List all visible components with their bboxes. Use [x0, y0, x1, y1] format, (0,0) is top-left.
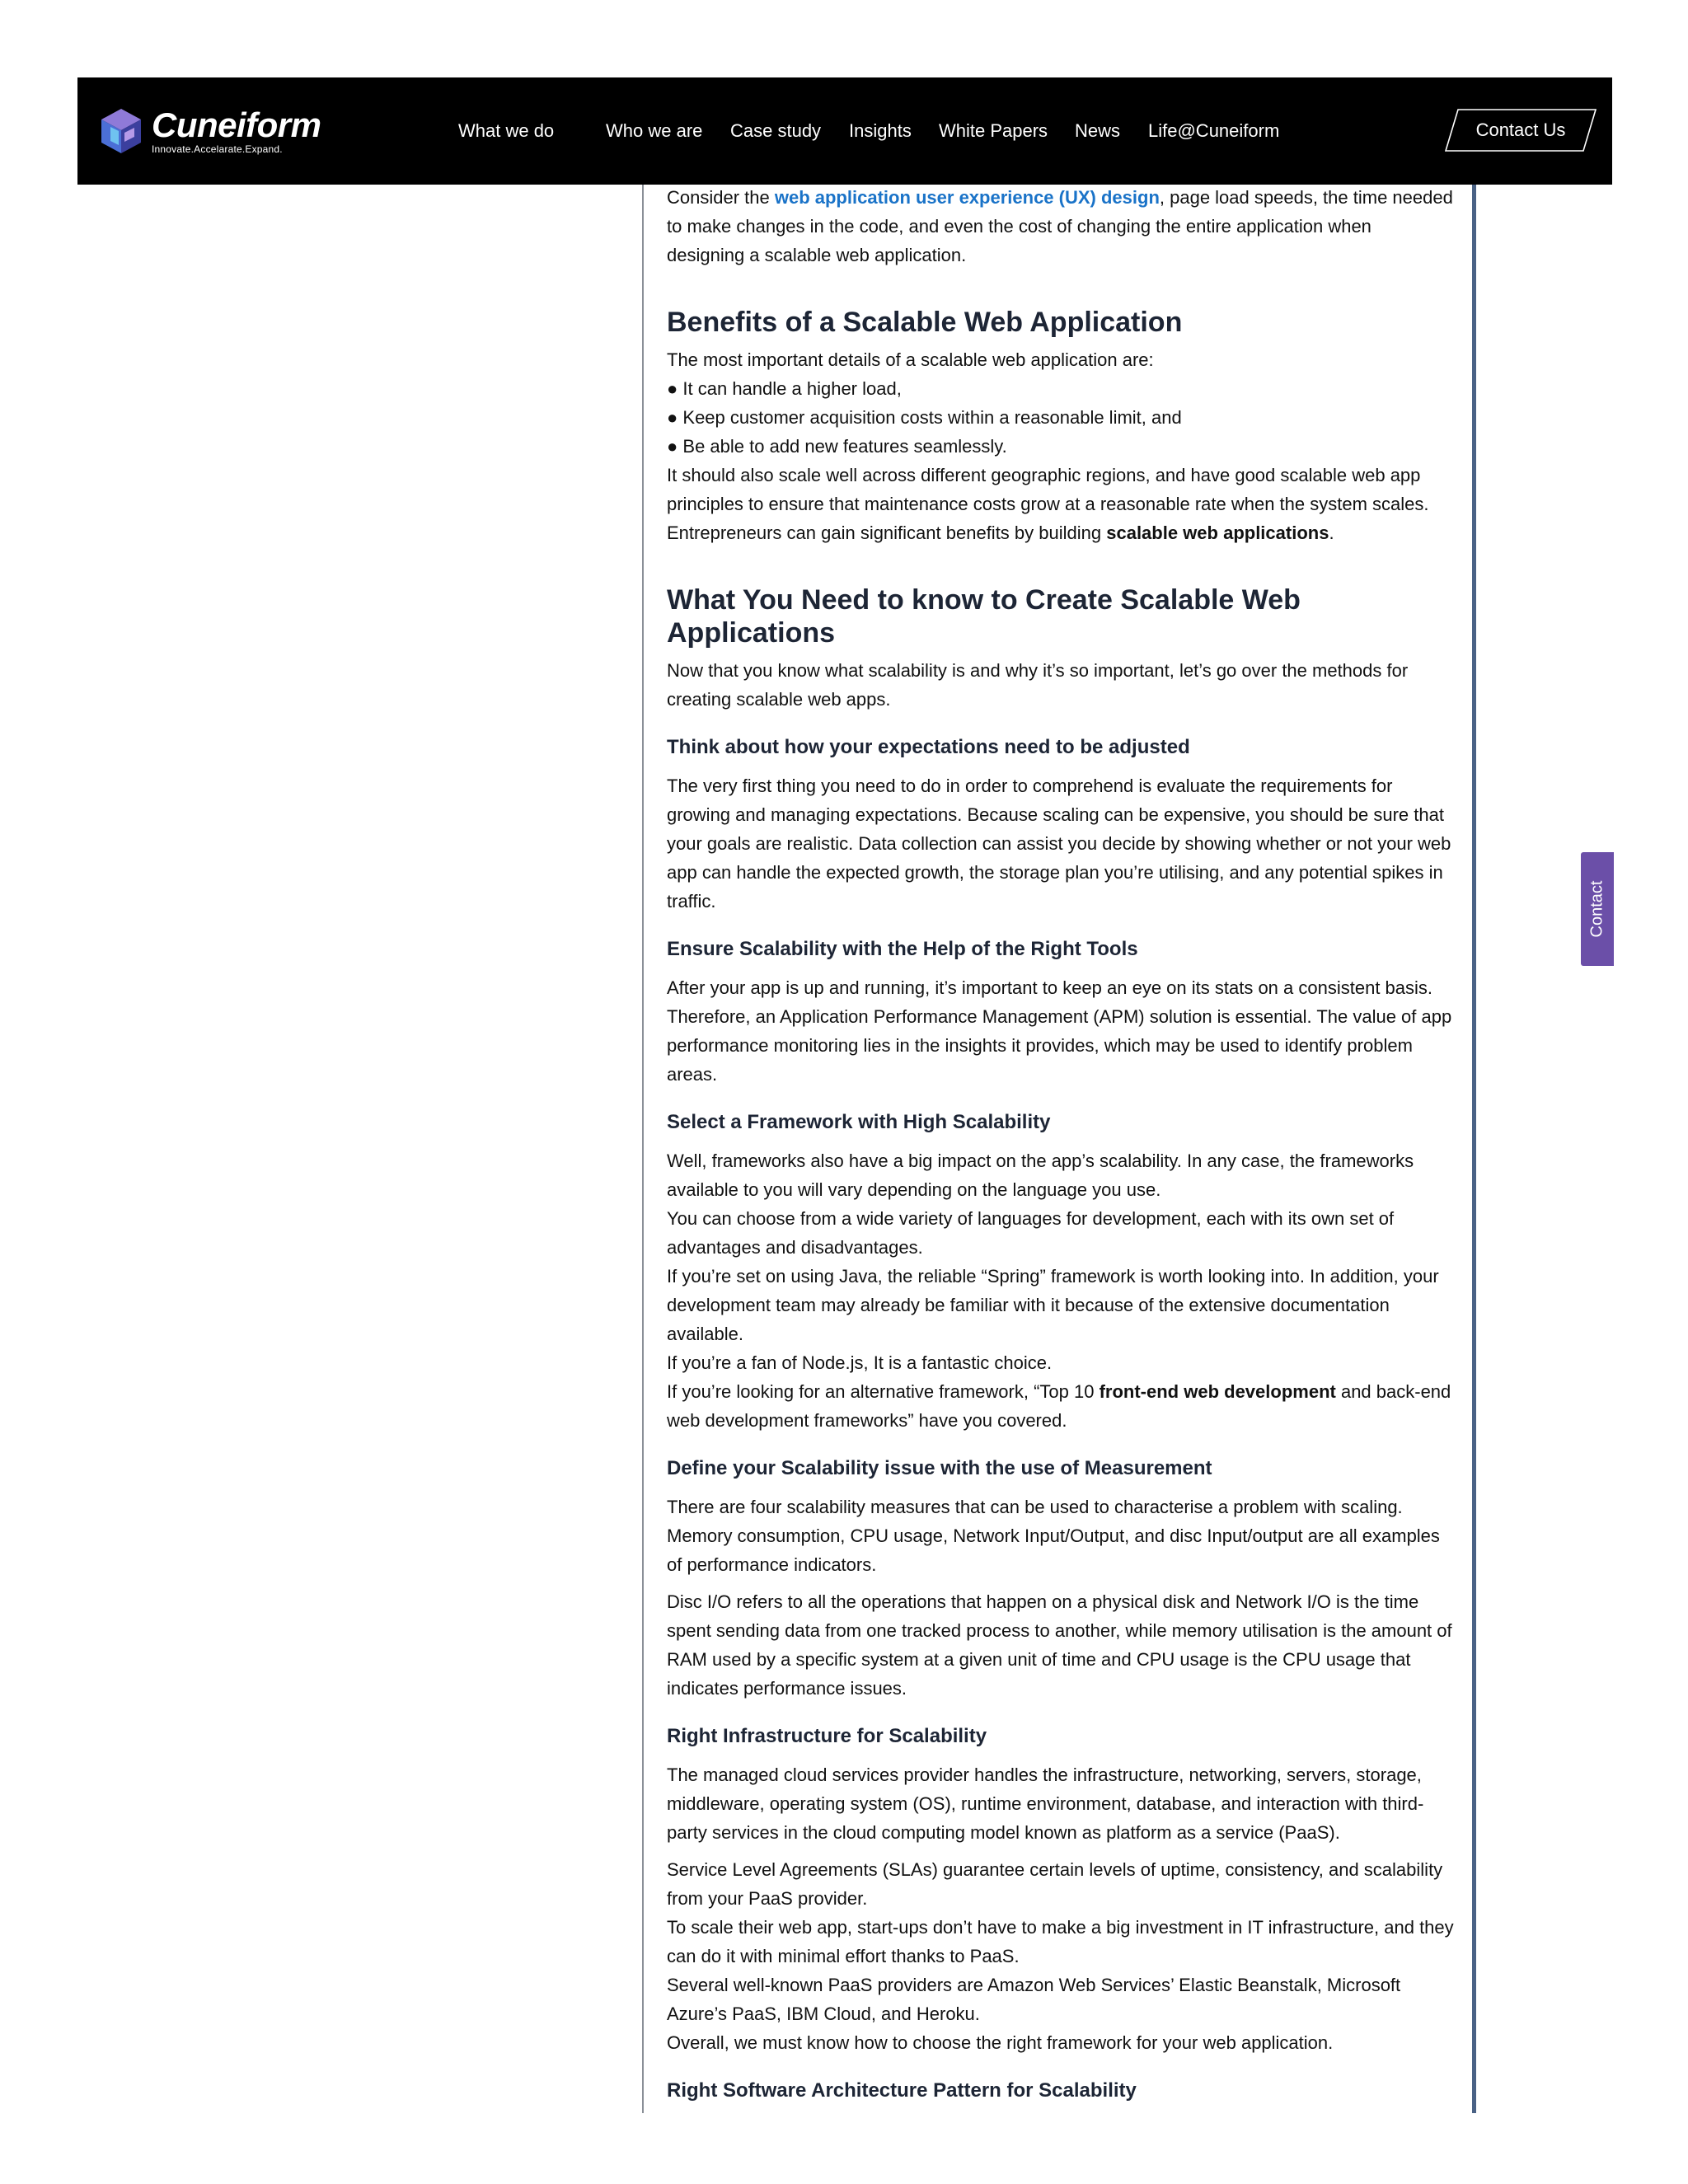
intro-text-end: , page load speeds, the time needed to make changes in the code, and even the cost of changing the entire application when designing a scalable web application.: [667, 187, 1453, 265]
brand-tagline: Innovate.Accelarate.Expand.: [152, 143, 283, 155]
side-contact-tab[interactable]: [1581, 852, 1614, 966]
cube-logo-icon: [99, 107, 143, 155]
framework-p5-start: If you’re looking for an alternative framework, “Top 10: [667, 1381, 1100, 1402]
framework-paragraph: [667, 1377, 1454, 1435]
nav-news[interactable]: News: [1075, 120, 1121, 141]
need-to-know-heading: What You Need to know to Create Scalable Web Applications: [667, 584, 1301, 649]
side-contact-label: Contact: [1587, 880, 1606, 938]
framework-paragraph: If you’re a fan of Node.js, It is a fantastic choice.: [667, 1352, 1053, 1373]
framework-heading: Select a Framework with High Scalability: [667, 1111, 1051, 1133]
brand-name: Cuneiform: [152, 105, 321, 144]
nav-case-study[interactable]: Case study: [730, 120, 822, 141]
article-body: [667, 183, 1454, 2115]
need-to-know-lead: Now that you know what scalability is and why it’s so important, let’s go over the methods for creating scalable web apps.: [667, 660, 1409, 710]
contact-us-label: Contact Us: [1475, 120, 1566, 140]
tools-paragraph: After your app is up and running, it’s important to keep an eye on its stats on a consistent basis. Therefore, an Application Performance Management (APM) solution is essential. The value of app performance monitoring lies in the insights it provides, which may be used to identify problem areas.: [667, 977, 1452, 1085]
nav-insights[interactable]: Insights: [849, 120, 912, 141]
infrastructure-heading: Right Infrastructure for Scalability: [667, 1725, 987, 1747]
intro-paragraph: [667, 183, 1454, 269]
measurement-heading: Define your Scalability issue with the use of Measurement: [667, 1457, 1212, 1479]
framework-p5-end: and back-end web development frameworks” have you covered.: [667, 1381, 1451, 1431]
scalable-web-apps-bold: scalable web applications: [1106, 523, 1329, 543]
site-header: [77, 77, 1612, 185]
content-left-border: [642, 185, 644, 2113]
infrastructure-paragraph: Several well-known PaaS providers are Amazon Web Services’ Elastic Beanstalk, Microsoft Azure’s PaaS, IBM Cloud, and Heroku.: [667, 1975, 1401, 2024]
benefits-heading: Benefits of a Scalable Web Application: [667, 307, 1183, 338]
benefits-closing: [667, 518, 1454, 547]
benefits-closing-end: .: [1329, 523, 1334, 543]
architecture-heading: Right Software Architecture Pattern for Scalability: [667, 2079, 1137, 2102]
tools-heading: Ensure Scalability with the Help of the Right Tools: [667, 938, 1138, 960]
ux-design-link[interactable]: web application user experience (UX) design: [774, 187, 1160, 208]
benefits-paragraph: It should also scale well across different geographic regions, and have good scalable web app principles to ensure that maintenance costs grow at a reasonable rate when the system scales.: [667, 465, 1429, 514]
intro-text-start: Consider the: [667, 187, 775, 208]
nav-life-at-cuneiform[interactable]: Life@Cuneiform: [1148, 120, 1280, 141]
benefit-bullet: ● Be able to add new features seamlessly.: [667, 436, 1007, 457]
brand-wordmark: [152, 105, 321, 155]
measurement-paragraph: Disc I/O refers to all the operations that happen on a physical disk and Network I/O is the time spent sending data from one tracked process to another, while memory utilisation is the amount of RAM used by a specific system at a given unit of time and CPU usage is the CPU usage that indicates performance issues.: [667, 1591, 1452, 1699]
measurement-paragraph: There are four scalability measures that can be used to characterise a problem with scaling. Memory consumption, CPU usage, Network Input/Output, and disc Input/output are all examples of performance indicators.: [667, 1497, 1440, 1575]
benefits-closing-start: Entrepreneurs can gain significant benefits by building: [667, 523, 1107, 543]
infrastructure-paragraph: Service Level Agreements (SLAs) guarantee certain levels of uptime, consistency, and scalability from your PaaS provider.: [667, 1859, 1443, 1909]
framework-paragraph: If you’re set on using Java, the reliable “Spring” framework is worth looking into. In addition, your development team may already be familiar with it because of the extensive documentation available.: [667, 1266, 1439, 1344]
framework-paragraph: You can choose from a wide variety of languages for development, each with its own set of advantages and disadvantages.: [667, 1208, 1395, 1258]
benefit-bullet: ● It can handle a higher load,: [667, 378, 902, 399]
infrastructure-paragraph: To scale their web app, start-ups don’t have to make a big investment in IT infrastructure, and they can do it with minimal effort thanks to PaaS.: [667, 1917, 1454, 1966]
expectations-paragraph: The very first thing you need to do in order to comprehend is evaluate the requirements for growing and managing expectations. Because scaling can be expensive, you should be sure that your goals are realistic. Data collection can assist you decide by showing whether or not your web app can handle the expected growth, the storage plan you’re utilising, and any potential spikes in traffic.: [667, 776, 1451, 912]
contact-us-button[interactable]: [1445, 109, 1597, 152]
infrastructure-paragraph: Overall, we must know how to choose the right framework for your web application.: [667, 2032, 1334, 2053]
framework-paragraph: Well, frameworks also have a big impact on the app’s scalability. In any case, the frameworks available to you will vary depending on the language you use.: [667, 1151, 1414, 1200]
benefits-lead: The most important details of a scalable web application are:: [667, 349, 1154, 370]
benefit-bullet: ● Keep customer acquisition costs within a reasonable limit, and: [667, 407, 1182, 428]
expectations-heading: Think about how your expectations need to be adjusted: [667, 736, 1190, 758]
front-end-dev-bold: front-end web development: [1099, 1381, 1336, 1402]
nav-white-papers[interactable]: White Papers: [939, 120, 1048, 141]
nav-what-we-do[interactable]: What we do: [458, 120, 555, 141]
content-right-border: [1472, 185, 1476, 2113]
nav-who-we-are[interactable]: Who we are: [606, 120, 703, 141]
brand-logo[interactable]: [99, 105, 321, 157]
infrastructure-paragraph: The managed cloud services provider handles the infrastructure, networking, servers, storage, middleware, operating system (OS), runtime environment, database, and interaction with third-party services in the cloud computing model known as platform as a service (PaaS).: [667, 1765, 1424, 1843]
